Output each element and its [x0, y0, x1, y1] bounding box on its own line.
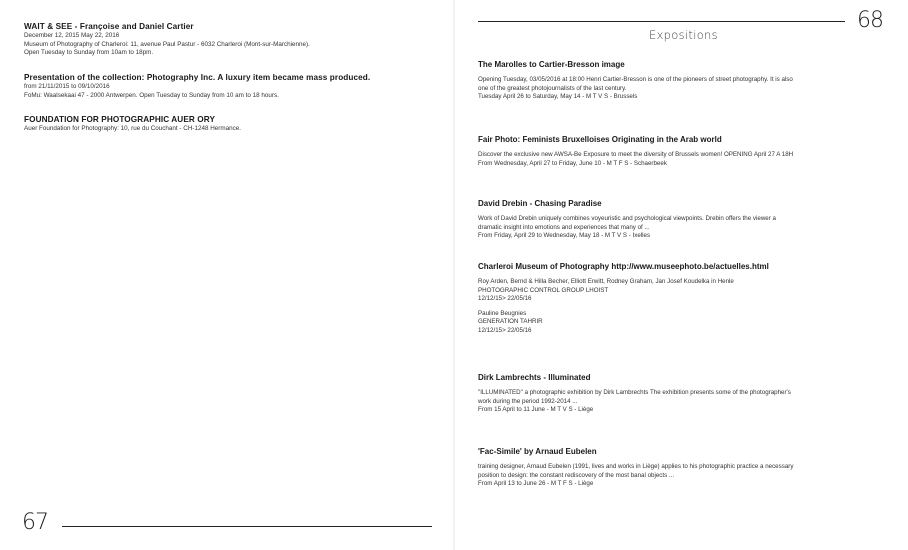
exhibition-line: Pauline Beugnies — [478, 309, 527, 317]
entry-line: December 12, 2015 May 22, 2016 — [24, 32, 120, 39]
page-number-left: 67 — [22, 510, 48, 535]
exhibition-line: Work of David Drebin uniquely combines voyeuristic and psychological viewpoints. Drebin offers the viewer a — [478, 215, 776, 222]
exhibition-line: Opening Tuesday, 03/05/2016 at 18:00 Henri Cartier-Bresson is one of the pioneers of street photography. It is also — [478, 76, 793, 83]
exhibition-line: From Wednesday, April 27 to Friday, June 10 - M T F S - Schaerbeek — [478, 159, 667, 167]
footer-rule — [62, 526, 432, 527]
exhibition-line: PHOTOGRAPHIC CONTROL GROUP LHOIST — [478, 286, 609, 294]
exhibition-line: training designer, Arnaud Eubelen (1991, lives and works in Liège) applies to his photographic practice a necessary — [478, 463, 794, 470]
exhibition-fair-photo — [478, 135, 880, 168]
exhibition-line: From Friday, April 29 to Wednesday, May 18 - M T V S - Ixelles — [478, 232, 651, 240]
entry-title: WAIT & SEE - Françoise and Daniel Cartier — [24, 22, 194, 31]
exhibition-line: work during the period 1992-2014 ... — [478, 397, 578, 405]
exhibition-charleroi-museum — [478, 262, 880, 336]
exhibition-title: Fair Photo: Feminists Bruxelloises Originating in the Arab world — [478, 135, 722, 144]
entry-line: Auer Foundation for Photography: 10, rue du Couchant - CH-1248 Hermance. — [24, 125, 242, 132]
exhibition-line: "ILLUMINATED" a photographic exhibition by Dirk Lambrechts The exhibition presents some of the photographer's — [478, 389, 791, 396]
entry-photography-inc — [24, 73, 439, 100]
entry-line: FoMu: Waalsekaai 47 - 2000 Antwerpen. Open Tuesday to Sunday from 10 am to 18 hours. — [24, 91, 279, 99]
exhibition-line: 12/12/15> 22/05/16 — [478, 295, 532, 303]
exhibition-fac-simile — [478, 447, 880, 489]
exhibition-title: 'Fac-Simile' by Arnaud Eubelen — [478, 447, 597, 456]
exhibition-line: From April 13 to June 26 - M T F S - Liège — [478, 480, 594, 488]
exhibition-line: one of the greatest photojournalists of the last century. — [478, 84, 627, 92]
entry-line: from 21/11/2015 to 09/10/2016 — [24, 83, 110, 90]
exhibition-line: Roy Arden, Bernd & Hilla Becher, Elliott Erwitt, Rodney Graham, Jan Josef Koudelka in Henle — [478, 278, 734, 285]
entry-auer-foundation — [24, 115, 439, 134]
exhibition-line: GENERATION TAHRIR — [478, 318, 543, 326]
left-page — [0, 0, 453, 550]
exhibition-marolles — [478, 60, 880, 102]
exhibition-line: Discover the exclusive new AWSA-Be Exposure to meet the diversity of Brussels women! OPENING April 27 A 18H — [478, 151, 794, 158]
exhibition-line: position to design: the constant rediscovery of the most banal objects ... — [478, 471, 675, 479]
exhibition-title: Charleroi Museum of Photography http://www.museephoto.be/actuelles.html — [478, 262, 769, 271]
entry-line: Open Tuesday to Sunday from 10am to 18pm. — [24, 49, 154, 57]
exhibition-title: The Marolles to Cartier-Bresson image — [478, 60, 625, 69]
exhibition-dirk-lambrechts — [478, 373, 880, 415]
exhibition-title: David Drebin - Chasing Paradise — [478, 199, 602, 208]
exhibition-line: dramatic insight into emotions and experiences that many of ... — [478, 223, 650, 231]
page-number-right: 68 — [857, 8, 883, 33]
header-rule — [478, 21, 845, 22]
entry-title: Presentation of the collection: Photography Inc. A luxury item became mass produced. — [24, 73, 371, 82]
exhibition-title: Dirk Lambrechts - Illuminated — [478, 373, 591, 382]
exhibition-line: Tuesday April 26 to Saturday, May 14 - M T V S - Brussels — [478, 93, 638, 101]
entry-title: FOUNDATION FOR PHOTOGRAPHIC AUER ORY — [24, 115, 216, 124]
section-header: Expositions — [649, 28, 718, 42]
exhibition-line: From 15 April to 11 June - M T V S - Liège — [478, 406, 594, 414]
entry-line: Museum of Photography of Charleroi: 11, avenue Paul Pastur - 6032 Charleroi (Mont-sur-Marchienne). — [24, 40, 310, 48]
exhibition-line: 12/12/15> 22/05/16 — [478, 326, 532, 334]
entry-wait-and-see — [24, 22, 439, 58]
exhibition-david-drebin — [478, 199, 880, 241]
page-gutter — [453, 0, 455, 550]
